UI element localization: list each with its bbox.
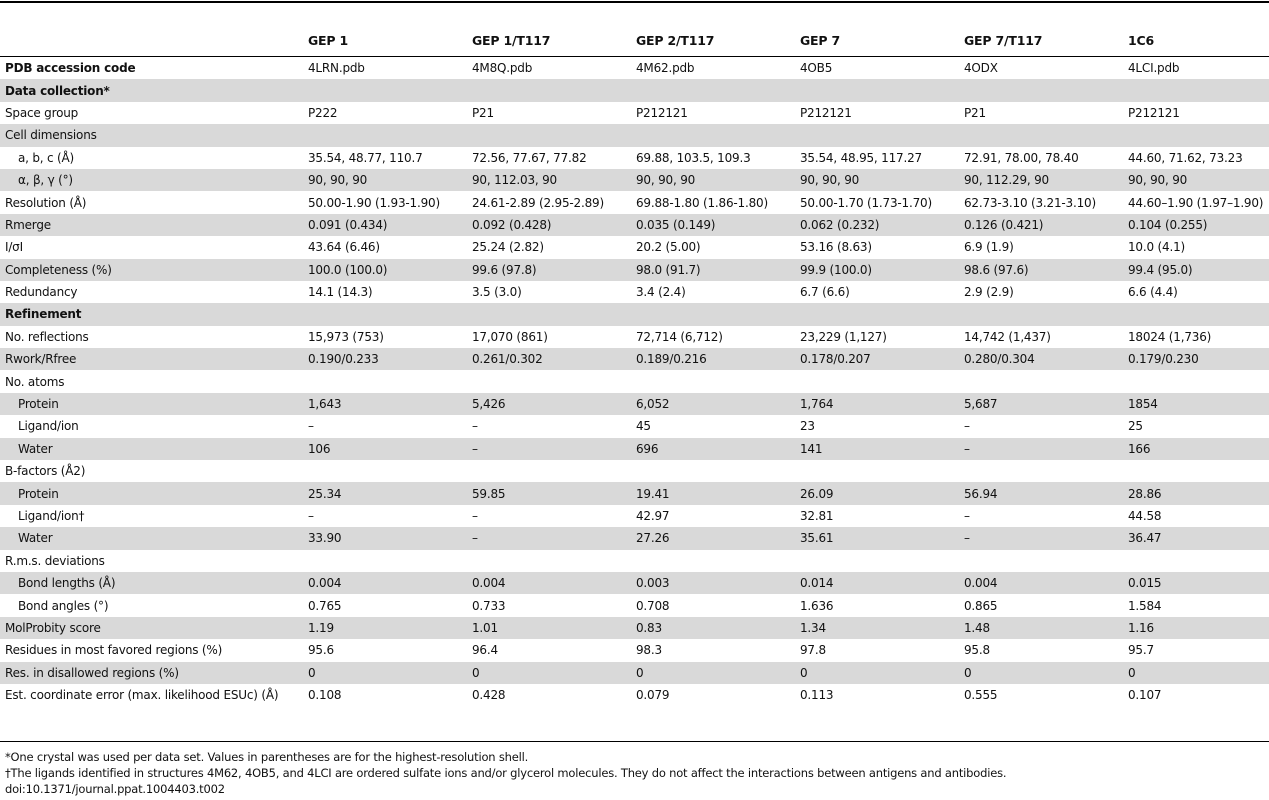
table-cell: 98.6 (97.6) — [959, 259, 1123, 281]
table-cell: 1854 — [1123, 393, 1269, 415]
table-row — [0, 393, 1269, 415]
table-row — [0, 460, 1269, 482]
table-cell — [1123, 460, 1269, 482]
table-cell: 69.88, 103.5, 109.3 — [631, 147, 795, 169]
table-cell: 14,742 (1,437) — [959, 326, 1123, 348]
table-row — [0, 259, 1269, 281]
table-cell: 90, 90, 90 — [1123, 169, 1269, 191]
table-cell: 98.0 (91.7) — [631, 259, 795, 281]
bottom-rule — [0, 741, 1269, 742]
table-cell: 141 — [795, 438, 959, 460]
row-label: I/σI — [0, 236, 303, 258]
table-cell: 6.7 (6.6) — [795, 281, 959, 303]
row-label: Cell dimensions — [0, 124, 303, 146]
table-cell — [1123, 370, 1269, 392]
table-cell — [795, 124, 959, 146]
table-cell: 0 — [795, 662, 959, 684]
table-cell: 1.636 — [795, 594, 959, 616]
crystallography-table — [0, 57, 1269, 706]
row-label: Refinement — [0, 303, 303, 325]
table-cell: 0.004 — [959, 572, 1123, 594]
table-cell — [631, 124, 795, 146]
table-cell: 4M8Q.pdb — [467, 57, 631, 79]
table-cell: 25.24 (2.82) — [467, 236, 631, 258]
table-cell: 56.94 — [959, 482, 1123, 504]
table-cell — [631, 370, 795, 392]
table-cell: 1.19 — [303, 617, 467, 639]
table-cell: P212121 — [631, 102, 795, 124]
table-cell: 69.88-1.80 (1.86-1.80) — [631, 191, 795, 213]
table-row — [0, 124, 1269, 146]
table-cell: 0.014 — [795, 572, 959, 594]
table-cell: 0.035 (0.149) — [631, 214, 795, 236]
table-cell: 99.9 (100.0) — [795, 259, 959, 281]
row-label: PDB accession code — [0, 57, 303, 79]
table-cell: 35.61 — [795, 527, 959, 549]
table-cell: 59.85 — [467, 482, 631, 504]
table-cell: P212121 — [795, 102, 959, 124]
row-label: Protein — [0, 482, 303, 504]
table-cell: 0.091 (0.434) — [303, 214, 467, 236]
table-cell: 44.58 — [1123, 505, 1269, 527]
row-label: B-factors (Å2) — [0, 460, 303, 482]
table-cell: 42.97 — [631, 505, 795, 527]
table-cell — [795, 550, 959, 572]
table-cell: 53.16 (8.63) — [795, 236, 959, 258]
row-label: a, b, c (Å) — [0, 147, 303, 169]
table-cell: 0.003 — [631, 572, 795, 594]
table-cell: 95.8 — [959, 639, 1123, 661]
table-cell: 0.708 — [631, 594, 795, 616]
table-body — [0, 57, 1269, 706]
table-cell — [303, 79, 467, 101]
table-cell: 0.428 — [467, 684, 631, 706]
table-cell: 99.6 (97.8) — [467, 259, 631, 281]
table-cell: – — [959, 415, 1123, 437]
table-row — [0, 326, 1269, 348]
table-cell — [303, 460, 467, 482]
row-label: Ligand/ion† — [0, 505, 303, 527]
table-cell — [303, 303, 467, 325]
table-cell: 90, 90, 90 — [631, 169, 795, 191]
table-cell: 1.34 — [795, 617, 959, 639]
table-cell — [303, 550, 467, 572]
table-cell: – — [467, 505, 631, 527]
table-cell: 0.104 (0.255) — [1123, 214, 1269, 236]
table-cell: 0.555 — [959, 684, 1123, 706]
table-cell — [959, 550, 1123, 572]
table-cell: 96.4 — [467, 639, 631, 661]
table-cell: – — [959, 438, 1123, 460]
table-cell: 20.2 (5.00) — [631, 236, 795, 258]
table-cell — [1123, 124, 1269, 146]
table-row — [0, 415, 1269, 437]
table-cell: 18024 (1,736) — [1123, 326, 1269, 348]
row-label: No. atoms — [0, 370, 303, 392]
table-cell: 100.0 (100.0) — [303, 259, 467, 281]
table-cell: 23 — [795, 415, 959, 437]
row-label: No. reflections — [0, 326, 303, 348]
table-cell — [303, 124, 467, 146]
table-row — [0, 617, 1269, 639]
table-cell: 0.108 — [303, 684, 467, 706]
table-cell — [959, 303, 1123, 325]
table-cell — [1123, 550, 1269, 572]
table-cell: P212121 — [1123, 102, 1269, 124]
row-label: Redundancy — [0, 281, 303, 303]
table-cell: 97.8 — [795, 639, 959, 661]
table-cell — [795, 370, 959, 392]
table-cell: 0.865 — [959, 594, 1123, 616]
row-label: Rmerge — [0, 214, 303, 236]
table-cell: 6.9 (1.9) — [959, 236, 1123, 258]
table-cell: – — [467, 527, 631, 549]
col-header-gep1-t117: GEP 1/T117 — [472, 33, 551, 48]
table-cell: 4LCI.pdb — [1123, 57, 1269, 79]
table-cell — [467, 550, 631, 572]
row-label: Water — [0, 438, 303, 460]
row-label: Residues in most favored regions (%) — [0, 639, 303, 661]
table-cell: 6,052 — [631, 393, 795, 415]
table-cell: 72.56, 77.67, 77.82 — [467, 147, 631, 169]
table-cell — [959, 124, 1123, 146]
table-cell — [631, 550, 795, 572]
table-cell: 24.61-2.89 (2.95-2.89) — [467, 191, 631, 213]
table-row — [0, 281, 1269, 303]
table-row — [0, 169, 1269, 191]
table-cell — [1123, 79, 1269, 101]
table-cell: 0.092 (0.428) — [467, 214, 631, 236]
table-cell: 33.90 — [303, 527, 467, 549]
table-cell: 4LRN.pdb — [303, 57, 467, 79]
table-cell: 50.00-1.70 (1.73-1.70) — [795, 191, 959, 213]
table-cell: 1.48 — [959, 617, 1123, 639]
table-cell: 0.107 — [1123, 684, 1269, 706]
table-cell: 25.34 — [303, 482, 467, 504]
table-cell — [959, 79, 1123, 101]
table-cell: 0.126 (0.421) — [959, 214, 1123, 236]
table-cell: 6.6 (4.4) — [1123, 281, 1269, 303]
table-cell: 0.079 — [631, 684, 795, 706]
doi-text: doi:10.1371/journal.ppat.1004403.t002 — [5, 782, 225, 796]
table-cell: 4M62.pdb — [631, 57, 795, 79]
table-cell: 0 — [959, 662, 1123, 684]
col-header-gep7: GEP 7 — [800, 33, 841, 48]
table-cell: 23,229 (1,127) — [795, 326, 959, 348]
table-cell — [467, 124, 631, 146]
table-cell: 15,973 (753) — [303, 326, 467, 348]
table-cell: – — [303, 505, 467, 527]
table-cell — [303, 370, 467, 392]
table-row — [0, 370, 1269, 392]
table-cell: 99.4 (95.0) — [1123, 259, 1269, 281]
table-row — [0, 550, 1269, 572]
table-cell: 32.81 — [795, 505, 959, 527]
table-cell — [795, 303, 959, 325]
table-cell: 696 — [631, 438, 795, 460]
table-cell: 4ODX — [959, 57, 1123, 79]
table-row — [0, 572, 1269, 594]
table-cell: 0.179/0.230 — [1123, 348, 1269, 370]
col-header-1c6: 1C6 — [1128, 33, 1154, 48]
table-cell — [1123, 303, 1269, 325]
table-cell: – — [467, 415, 631, 437]
row-label: Bond angles (°) — [0, 594, 303, 616]
table-cell — [631, 303, 795, 325]
table-cell: 2.9 (2.9) — [959, 281, 1123, 303]
table-cell: 106 — [303, 438, 467, 460]
table-cell: 0.189/0.216 — [631, 348, 795, 370]
table-row — [0, 348, 1269, 370]
footnote-1: *One crystal was used per data set. Values in parentheses are for the highest-resolution shell. — [5, 750, 529, 764]
row-label: MolProbity score — [0, 617, 303, 639]
table-cell: 28.86 — [1123, 482, 1269, 504]
col-header-gep2-t117: GEP 2/T117 — [636, 33, 715, 48]
table-cell: 1,643 — [303, 393, 467, 415]
table-cell: 0 — [303, 662, 467, 684]
table-cell — [959, 370, 1123, 392]
table-cell: 166 — [1123, 438, 1269, 460]
table-cell: 5,426 — [467, 393, 631, 415]
table-cell: P21 — [467, 102, 631, 124]
col-header-gep7-t117: GEP 7/T117 — [964, 33, 1043, 48]
table-cell: 17,070 (861) — [467, 326, 631, 348]
table-cell: 0.733 — [467, 594, 631, 616]
table-row — [0, 79, 1269, 101]
table-cell: 98.3 — [631, 639, 795, 661]
table-row — [0, 482, 1269, 504]
table-cell — [467, 79, 631, 101]
table-row — [0, 684, 1269, 706]
row-label: Rwork/Rfree — [0, 348, 303, 370]
footnotes — [5, 749, 1006, 797]
table-cell: 90, 112.29, 90 — [959, 169, 1123, 191]
table-cell: 0.062 (0.232) — [795, 214, 959, 236]
table-cell: – — [959, 527, 1123, 549]
table-cell: 35.54, 48.77, 110.7 — [303, 147, 467, 169]
table-cell — [631, 79, 795, 101]
row-label: Bond lengths (Å) — [0, 572, 303, 594]
table-cell — [631, 460, 795, 482]
table-cell: 0 — [1123, 662, 1269, 684]
table-row — [0, 214, 1269, 236]
table-cell: 19.41 — [631, 482, 795, 504]
table-cell: 50.00-1.90 (1.93-1.90) — [303, 191, 467, 213]
table-cell: 10.0 (4.1) — [1123, 236, 1269, 258]
table-cell — [467, 303, 631, 325]
table-cell: 1,764 — [795, 393, 959, 415]
table-row — [0, 236, 1269, 258]
table-cell: 44.60–1.90 (1.97–1.90) — [1123, 191, 1269, 213]
row-label: Resolution (Å) — [0, 191, 303, 213]
table-cell: 14.1 (14.3) — [303, 281, 467, 303]
table-cell: 3.5 (3.0) — [467, 281, 631, 303]
table-row — [0, 505, 1269, 527]
row-label: Space group — [0, 102, 303, 124]
table-cell: 25 — [1123, 415, 1269, 437]
table-row — [0, 639, 1269, 661]
table-cell: 43.64 (6.46) — [303, 236, 467, 258]
table-cell: 90, 90, 90 — [303, 169, 467, 191]
table-cell: – — [303, 415, 467, 437]
table-cell: 0 — [467, 662, 631, 684]
table-cell: 26.09 — [795, 482, 959, 504]
table-row — [0, 438, 1269, 460]
table-cell — [795, 460, 959, 482]
table-cell: 5,687 — [959, 393, 1123, 415]
row-label: Completeness (%) — [0, 259, 303, 281]
footnote-2: †The ligands identified in structures 4M62, 4OB5, and 4LCI are ordered sulfate ions and/or glycerol molecules. They do not affect the interactions between antigens and antibodies. — [5, 766, 1007, 780]
col-header-gep1: GEP 1 — [308, 33, 349, 48]
table-cell: 0 — [631, 662, 795, 684]
row-label: Ligand/ion — [0, 415, 303, 437]
table-cell: 4OB5 — [795, 57, 959, 79]
table-cell: 62.73-3.10 (3.21-3.10) — [959, 191, 1123, 213]
table-cell — [467, 370, 631, 392]
table-cell: 45 — [631, 415, 795, 437]
table-cell: – — [467, 438, 631, 460]
table-cell: 72.91, 78.00, 78.40 — [959, 147, 1123, 169]
table-row — [0, 147, 1269, 169]
table-row — [0, 57, 1269, 79]
table-cell: 0.113 — [795, 684, 959, 706]
table-cell: 0.015 — [1123, 572, 1269, 594]
table-cell: 0.83 — [631, 617, 795, 639]
table-cell: 95.7 — [1123, 639, 1269, 661]
table-cell: 0.178/0.207 — [795, 348, 959, 370]
table-cell — [467, 460, 631, 482]
table-cell: 72,714 (6,712) — [631, 326, 795, 348]
row-label: Data collection* — [0, 79, 303, 101]
table-cell: 0.765 — [303, 594, 467, 616]
row-label: R.m.s. deviations — [0, 550, 303, 572]
row-label: Res. in disallowed regions (%) — [0, 662, 303, 684]
table-cell: 1.16 — [1123, 617, 1269, 639]
table-cell — [795, 79, 959, 101]
table-cell: 27.26 — [631, 527, 795, 549]
table-cell: 0.190/0.233 — [303, 348, 467, 370]
row-label: Water — [0, 527, 303, 549]
table-cell: P222 — [303, 102, 467, 124]
table-cell: 35.54, 48.95, 117.27 — [795, 147, 959, 169]
table-cell: 0.004 — [303, 572, 467, 594]
table-cell: 0.280/0.304 — [959, 348, 1123, 370]
row-label: α, β, γ (°) — [0, 169, 303, 191]
table-cell: 1.584 — [1123, 594, 1269, 616]
table-cell: – — [959, 505, 1123, 527]
row-label: Est. coordinate error (max. likelihood ESUc) (Å) — [0, 684, 303, 706]
table-row — [0, 594, 1269, 616]
table-cell — [959, 460, 1123, 482]
table-cell: 90, 90, 90 — [795, 169, 959, 191]
table-cell: P21 — [959, 102, 1123, 124]
top-rule — [0, 1, 1269, 3]
table-row — [0, 191, 1269, 213]
table-cell: 1.01 — [467, 617, 631, 639]
table-cell: 0.004 — [467, 572, 631, 594]
table-row — [0, 102, 1269, 124]
table-row — [0, 662, 1269, 684]
table-cell: 3.4 (2.4) — [631, 281, 795, 303]
table-cell: 95.6 — [303, 639, 467, 661]
table-cell: 36.47 — [1123, 527, 1269, 549]
table-cell: 0.261/0.302 — [467, 348, 631, 370]
table-cell: 44.60, 71.62, 73.23 — [1123, 147, 1269, 169]
table-row — [0, 527, 1269, 549]
table-row — [0, 303, 1269, 325]
table-cell: 90, 112.03, 90 — [467, 169, 631, 191]
row-label: Protein — [0, 393, 303, 415]
